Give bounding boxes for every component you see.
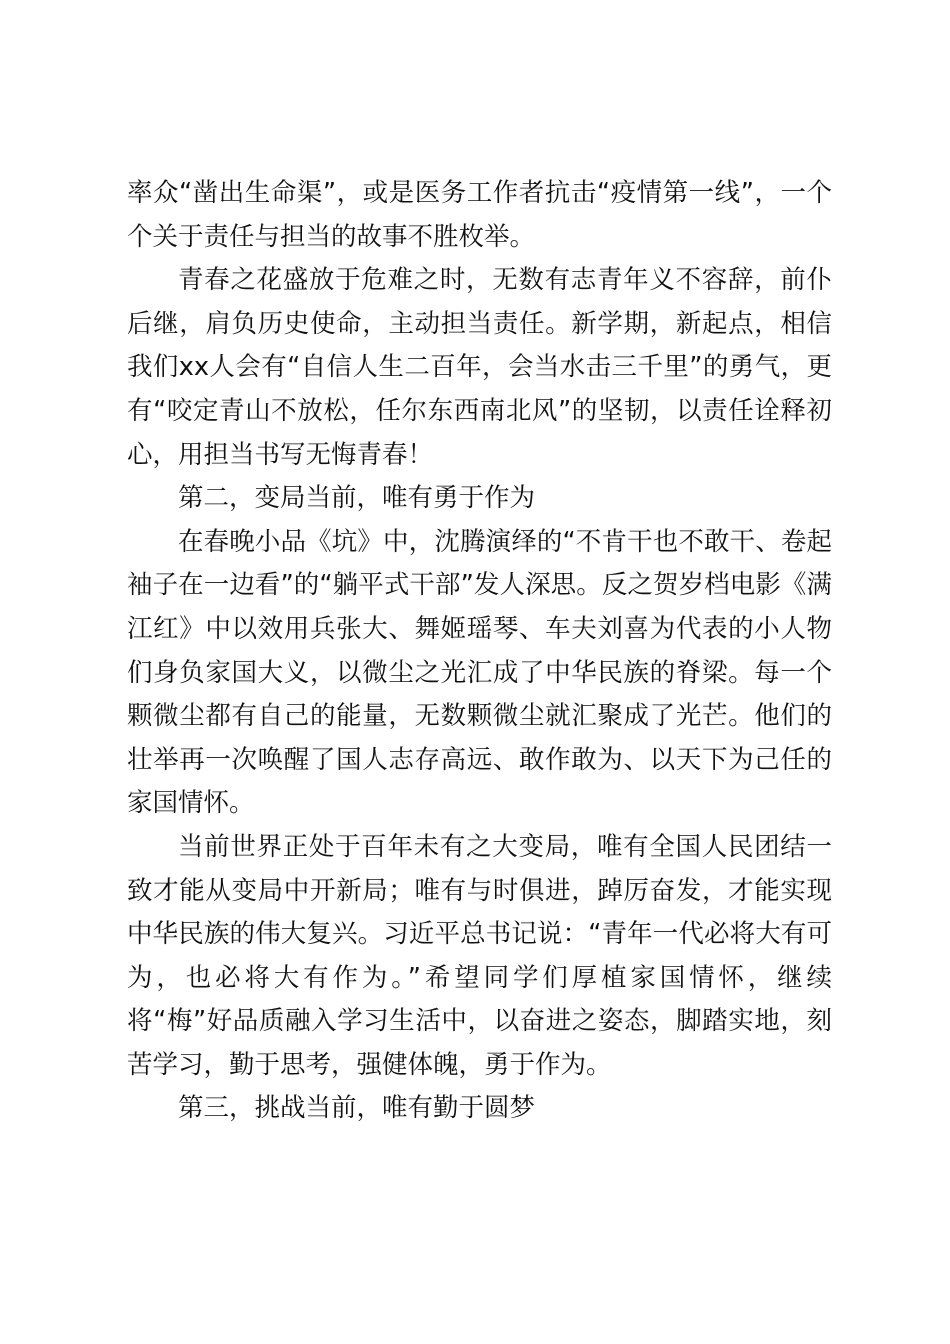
paragraph-youth-responsibility: 青春之花盛放于危难之时，无数有志青年义不容辞，前仆后继，肩负历史使命，主动担当责任。新学期，新起点，相信我们xx人会有“自信人生二百年，会当水击三千里”的勇气，更有“咬定青山不放松，任尔东西南北风”的坚韧，以责任诠释初心，用担当书写无悔青春！ <box>127 265 832 470</box>
section-heading-third: 第三，挑战当前，唯有勤于圆梦 <box>178 1093 536 1124</box>
section-heading-second: 第二，变局当前，唯有勇于作为 <box>178 483 536 514</box>
document-body <box>127 172 832 1131</box>
paragraph-continuation: 率众“凿出生命渠”，或是医务工作者抗击“疫情第一线”，一个个关于责任与担当的故事不胜枚举。 <box>127 178 832 252</box>
paragraph-great-changes: 当前世界正处于百年未有之大变局，唯有全国人民团结一致才能从变局中开新局；唯有与时俱进，踔厉奋发，才能实现中华民族的伟大复兴。习近平总书记说：“青年一代必将大有可为，也必将大有作为。”希望同学们厚植家国情怀，继续将“梅”好品质融入学习生活中，以奋进之姿态，脚踏实地，刻苦学习，勤于思考，强健体魄，勇于作为。 <box>127 831 832 1080</box>
paragraph-spring-gala: 在春晚小品《坑》中，沈腾演绎的“不肯干也不敢干、卷起袖子在一边看”的“躺平式干部”发人深思。反之贺岁档电影《满江红》中以效用兵张大、舞姬瑶琴、车夫刘喜为代表的小人物们身负家国大义，以微尘之光汇成了中华民族的脊梁。每一个颗微尘都有自己的能量，无数颗微尘就汇聚成了光芒。他们的壮举再一次唤醒了国人志存高远、敢作敢为、以天下为己任的家国情怀。 <box>127 526 832 819</box>
